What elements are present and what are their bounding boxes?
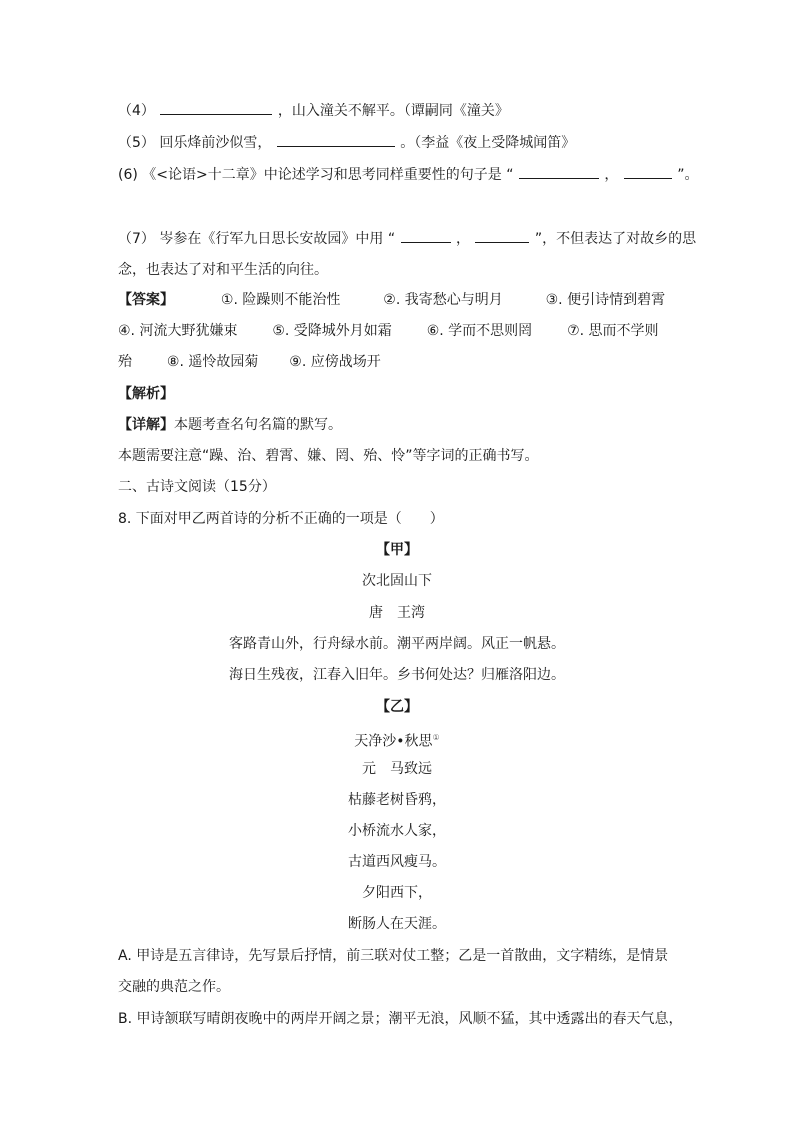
option-a: A. 甲诗是五言律诗，先写景后抒情，前三联对仗工整；乙是一首散曲，文字精练，是情景	[118, 948, 669, 964]
question-7	[118, 228, 696, 249]
option-b: B. 甲诗颔联写晴朗夜晚中的两岸开阔之景；潮平无浪，风顺不猛，其中透露出的春天气息，	[118, 1011, 683, 1027]
answer-label: 【答案】	[118, 292, 174, 308]
question-7-comma: ，	[456, 231, 470, 247]
answer-blank	[160, 100, 272, 115]
answer-item: ①. 险躁则不能治性	[220, 292, 341, 308]
answer-item: ②. 我寄愁心与明月	[383, 292, 503, 308]
question-7-open-quote: “	[387, 231, 396, 247]
poem-b-author: 元 马致远	[362, 761, 432, 777]
question-4	[118, 100, 509, 121]
answer-blank	[401, 228, 451, 243]
analysis-note: 本题需要注意“躁、治、碧霄、嫌、罔、殆、怜”等字词的正确书写。	[118, 448, 539, 464]
poem-a-line: 客路青山外，行舟绿水前。潮平两岸阔。风正一帆悬。	[229, 636, 565, 652]
question-6-text: 《<论语>十二章》中论述学习和思考同样重要性的句子是	[142, 167, 502, 183]
answer-blank	[624, 164, 672, 179]
answer-item: ⑦. 思而不学则	[567, 323, 659, 339]
detail-label: 【详解】	[118, 417, 174, 433]
answer-item: ⑨. 应傍战场开	[289, 354, 381, 370]
question-5-number: （5）	[118, 135, 155, 151]
question-6	[118, 164, 699, 185]
poem-b-line: 小桥流水人家，	[348, 823, 446, 839]
poem-b-tag: 【乙】	[376, 699, 418, 715]
answer-row-3	[118, 352, 381, 372]
question-6-close: ”。	[677, 167, 699, 183]
poem-b-line: 古道西风瘦马。	[348, 854, 446, 870]
poem-b-title-text: 天净沙•秋思	[354, 733, 433, 750]
option-a-continued: 交融的典范之作。	[118, 979, 230, 995]
poem-a-tag: 【甲】	[376, 542, 418, 558]
question-6-open-quote: “	[506, 167, 514, 183]
answer-row-1	[118, 290, 665, 310]
answer-blank	[277, 132, 395, 147]
question-5-text-after: 。（李益《夜上受降城闻笛》	[400, 135, 576, 151]
poem-a-author: 唐 王湾	[369, 605, 425, 621]
question-4-text: ，山入潼关不解平。（谭嗣同《潼关》	[277, 103, 509, 119]
question-4-number: （4）	[118, 103, 155, 119]
answer-item: ⑤. 受降城外月如霜	[272, 323, 392, 339]
poem-b-title	[0, 728, 794, 752]
answer-item: ⑥. 学而不思则罔	[426, 323, 533, 339]
poem-b-line: 枯藤老树昏鸦，	[348, 792, 446, 808]
poem-a-title: 次北固山下	[362, 573, 432, 589]
answer-item: ④. 河流大野犹嫌束	[118, 323, 238, 339]
footnote-marker: ①	[432, 733, 440, 742]
answer-blank	[519, 164, 599, 179]
question-6-number: (6)	[118, 167, 138, 183]
question-5	[118, 132, 575, 153]
poem-b-line: 断肠人在天涯。	[348, 916, 446, 932]
question-7-close: ”，不但表达了对故乡的思	[534, 231, 697, 247]
question-6-comma: ，	[604, 167, 619, 183]
answer-item: ⑧. 遥怜故园菊	[166, 354, 259, 370]
poem-a-line: 海日生残夜，江春入旧年。乡书何处达？归雁洛阳边。	[229, 667, 565, 683]
section-2-title: 二、古诗文阅读（15分）	[118, 479, 276, 495]
question-7-number: （7）	[118, 231, 155, 247]
answer-blank	[475, 228, 529, 243]
question-5-text-before: 回乐烽前沙似雪，	[159, 135, 272, 151]
answer-row-2	[118, 321, 659, 341]
detail-text: 本题考查名句名篇的默写。	[174, 417, 342, 433]
question-8-stem: 8. 下面对甲乙两首诗的分析不正确的一项是（ ）	[118, 511, 444, 527]
answer-item: 殆	[118, 354, 132, 370]
poem-b-line: 夕阳西下，	[362, 885, 432, 901]
analysis-label: 【解析】	[118, 386, 174, 402]
question-7-line-2: 念，也表达了对和平生活的向往。	[118, 262, 328, 278]
analysis-detail	[118, 415, 342, 435]
answer-item: ③. 便引诗情到碧霄	[545, 292, 666, 308]
question-7-text: 岑参在《行军九日思长安故园》中用	[159, 231, 384, 247]
